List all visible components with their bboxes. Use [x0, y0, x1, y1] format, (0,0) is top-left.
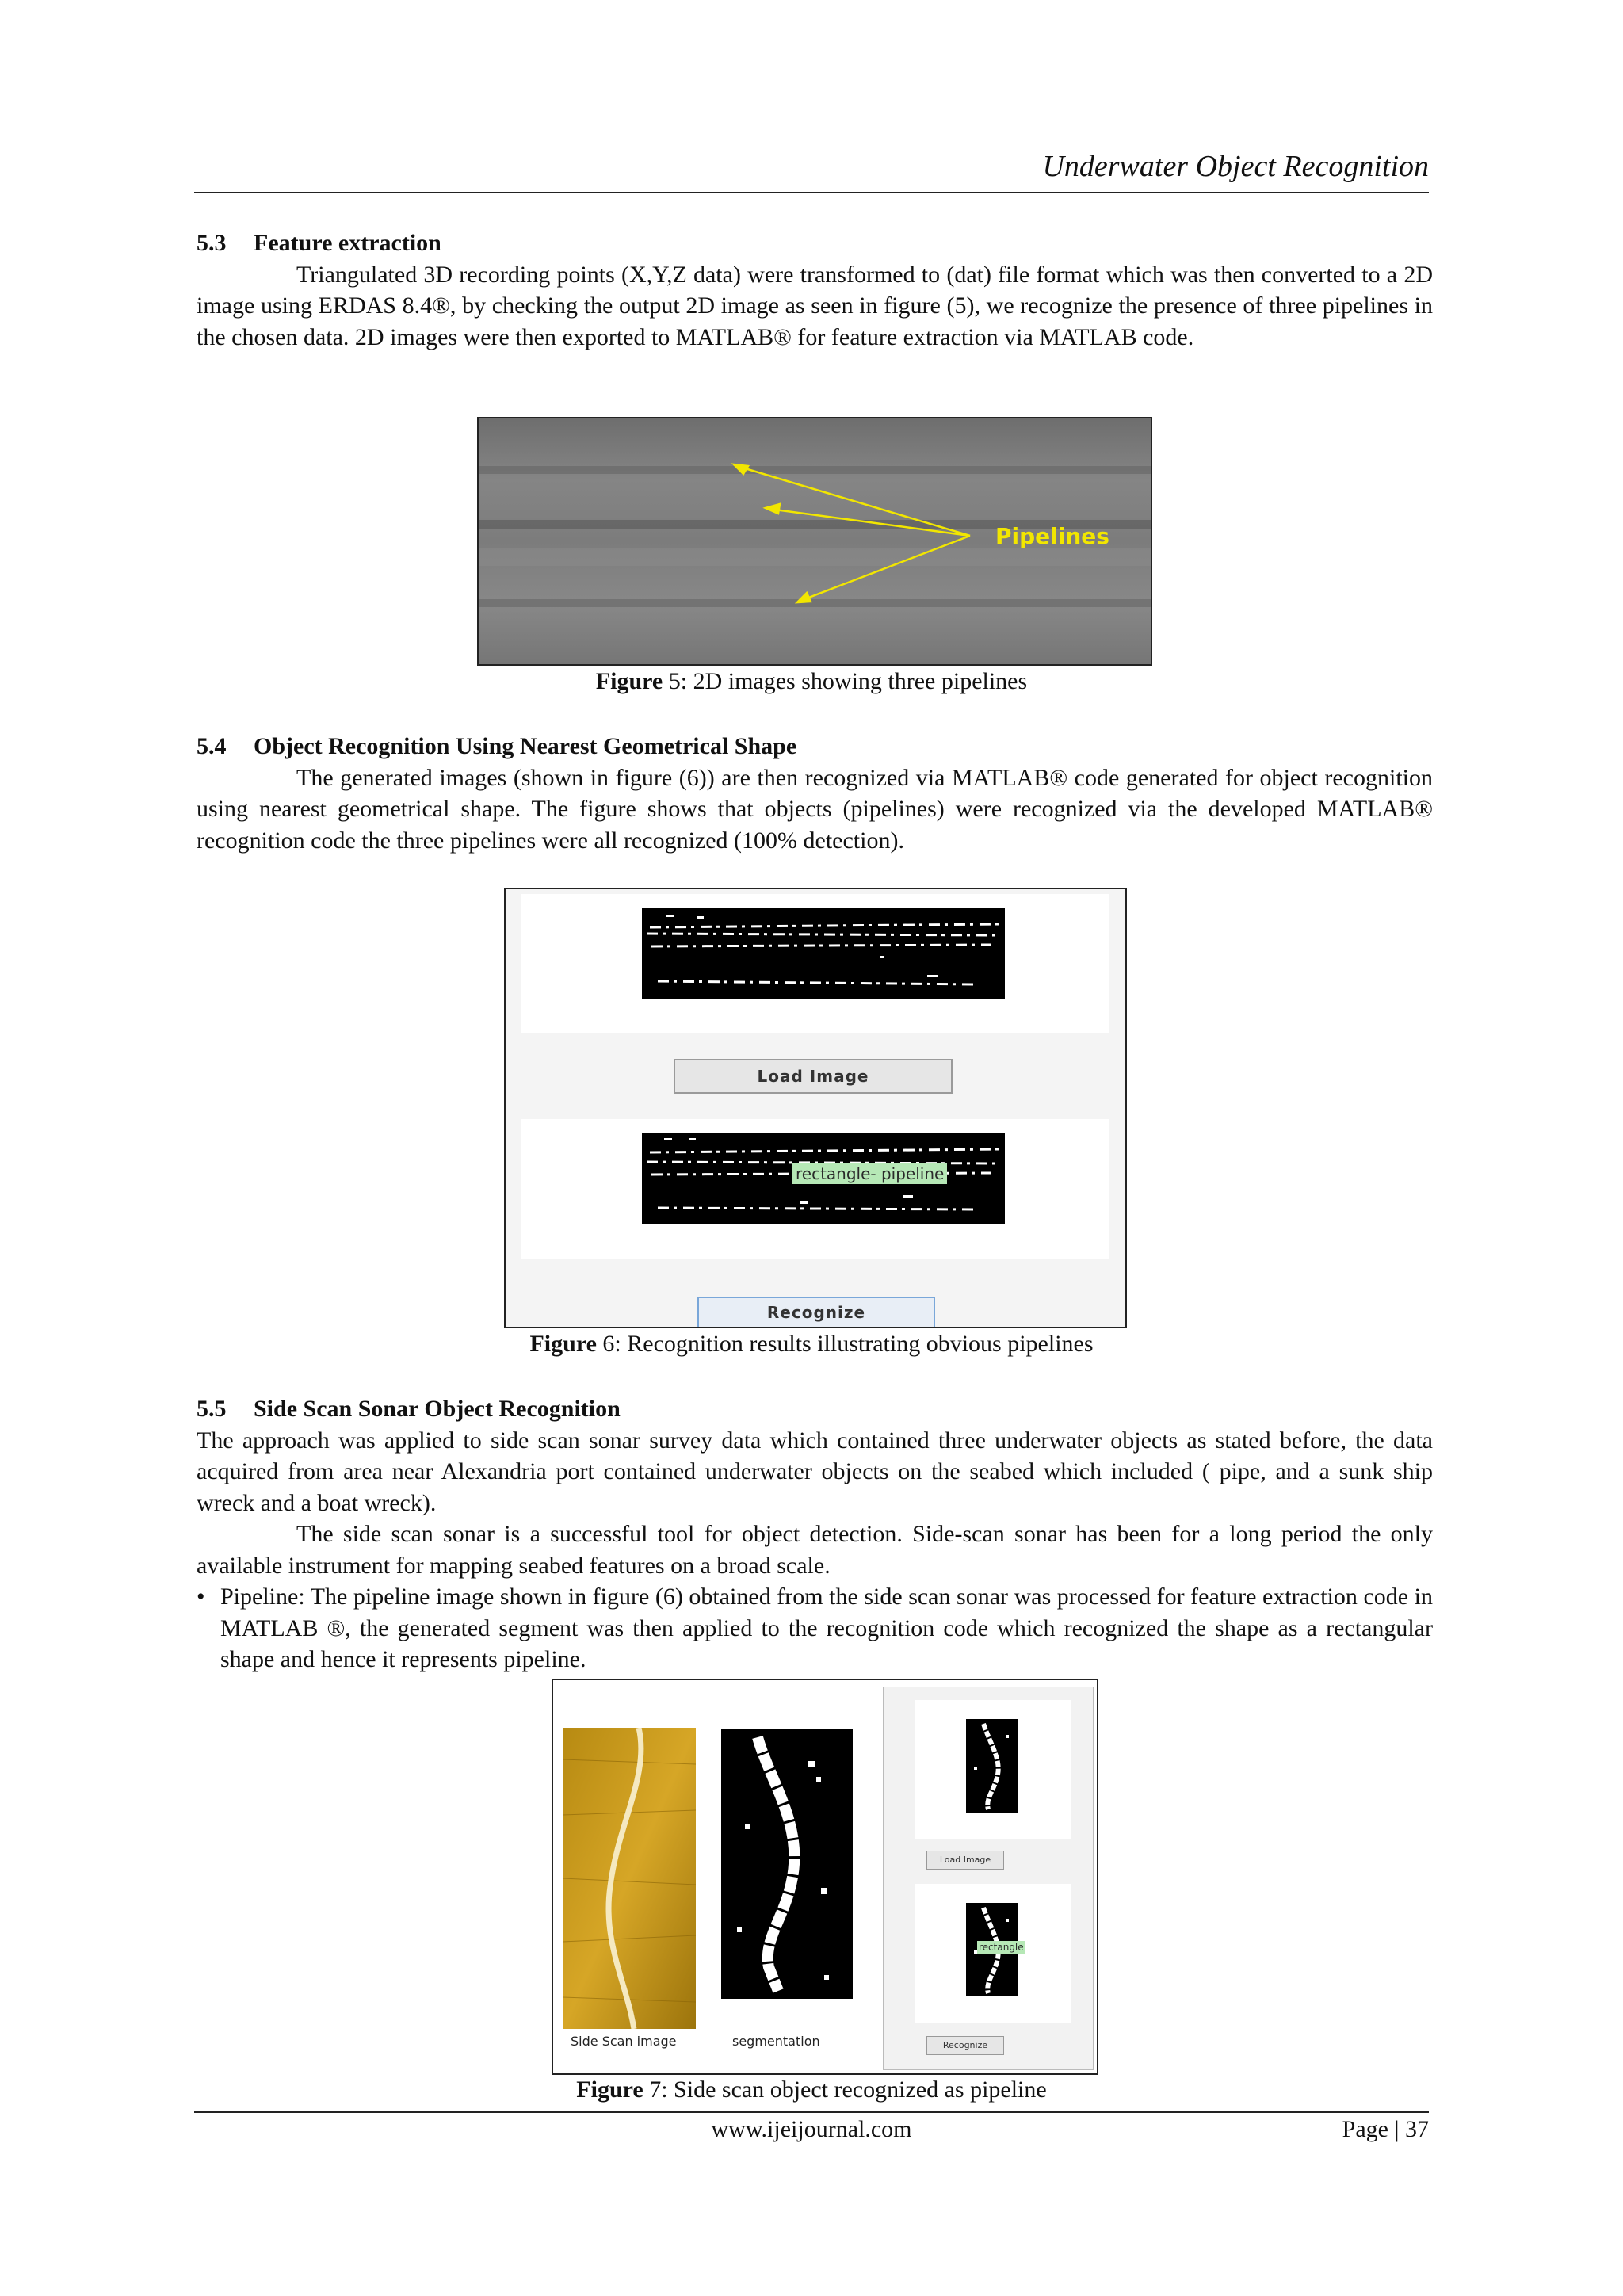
figure-5-image	[477, 417, 1152, 666]
figure-6-gui	[504, 888, 1127, 1328]
output-image-panel	[521, 1119, 1109, 1259]
figure-5-caption: Figure 5: 2D images showing three pipelines	[595, 668, 1028, 694]
segmentation-image	[721, 1729, 853, 1999]
header-rule	[194, 192, 1429, 193]
recognize-button[interactable]: Recognize	[697, 1297, 935, 1328]
section-paragraph: Triangulated 3D recording points (X,Y,Z data) were transformed to (dat) file format which was then converted to a 2D image using ERDAS 8.4®, by checking the output 2D image as seen in figure (5), we recognize the presence of three pipelines in the chosen data. 2D images were then exported to MATLAB® for feature extraction via MATLAB code.	[197, 261, 1433, 350]
bullet-list	[197, 1581, 1433, 1675]
section-5-3	[197, 227, 1433, 353]
side-scan-label: Side Scan image	[571, 2034, 677, 2049]
gui-load-image-button[interactable]: Load Image	[926, 1851, 1004, 1870]
pipelines-annotation: Pipelines	[995, 523, 1109, 549]
section-heading: 5.5 Side Scan Sonar Object Recognition	[197, 1396, 621, 1422]
section-5-5	[197, 1393, 1433, 1675]
section-paragraph: The approach was applied to side scan sonar survey data which contained three underwater objects as stated before, the data acquired from area near Alexandria port contained underwater objects on the seabed which included ( pipe, and a sunk ship wreck and a boat wreck).	[197, 1427, 1433, 1516]
side-scan-sonar-image	[563, 1728, 696, 2029]
gui-output-panel	[915, 1884, 1071, 2023]
section-paragraph: The side scan sonar is a successful tool for object detection. Side-scan sonar has been for a long period the only available instrument for mapping seabed features on a broad scale.	[197, 1521, 1433, 1579]
figure-7-composite	[552, 1679, 1098, 2075]
gui-input-image	[966, 1719, 1018, 1813]
journal-url[interactable]: www.ijeijournal.com	[711, 2116, 912, 2142]
footer-rule	[194, 2111, 1429, 2113]
section-paragraph: The generated images (shown in figure (6)) are then recognized via MATLAB® code generated for object recognition using nearest geometrical shape. The figure shows that objects (pipelines) were recognized via the developed MATLAB® recognition code the three pipelines were all recognized (100% detection).	[197, 764, 1433, 854]
page-number: Page | 37	[1342, 2116, 1429, 2142]
section-5-4	[197, 731, 1433, 856]
bullet-dot: •	[197, 1584, 205, 1610]
running-title: Underwater Object Recognition	[1042, 150, 1429, 183]
section-heading: 5.4 Object Recognition Using Nearest Geometrical Shape	[197, 733, 797, 759]
rectangle-pipeline-tag: rectangle- pipeline	[792, 1163, 947, 1184]
rectangle-tag: rectangle	[979, 1942, 1024, 1953]
section-heading: 5.3 Feature extraction	[197, 230, 441, 256]
bullet-item: • Pipeline: The pipeline image shown in figure (6) obtained from the side scan sonar was processed for feature extraction code in MATLAB ®, the generated segment was then applied to the recognition code which recognized the shape as a rectangular shape and hence it represents pipeline.	[197, 1581, 1433, 1675]
pipeline-band	[479, 599, 1151, 607]
segmentation-label: segmentation	[732, 2034, 820, 2049]
figure-7-caption: Figure 7: Side scan object recognized as pipeline	[576, 2076, 1047, 2103]
pipelines-2d-image	[479, 418, 1151, 664]
input-image-panel	[521, 894, 1109, 1033]
recognition-gui	[883, 1687, 1094, 2070]
binary-input-image	[642, 908, 1005, 999]
gui-recognize-button[interactable]: Recognize	[926, 2036, 1004, 2055]
pipeline-band	[479, 466, 1151, 474]
gui-input-panel	[915, 1700, 1071, 1839]
figure-6-caption: Figure 6: Recognition results illustrating obvious pipelines	[529, 1331, 1094, 1357]
load-image-button[interactable]: Load Image	[674, 1059, 953, 1094]
